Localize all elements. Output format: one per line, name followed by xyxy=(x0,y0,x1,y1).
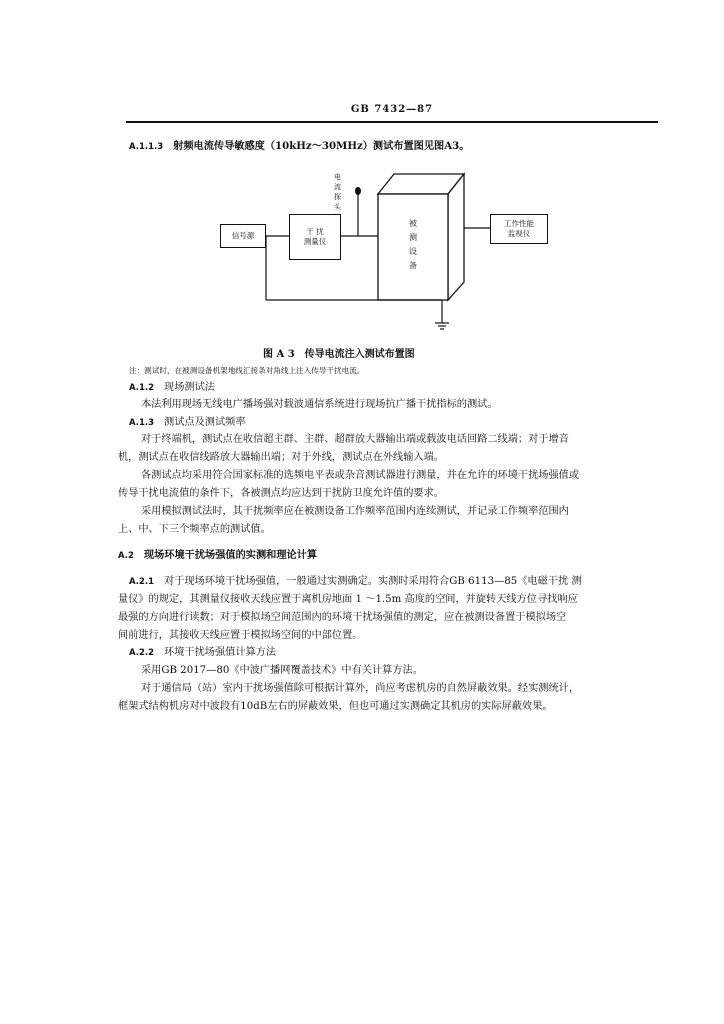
section-a2-heading xyxy=(118,549,317,563)
cabinet-side xyxy=(448,174,464,300)
paragraph-a13-1-line1: 对于终端机，测试点在收信超主群、主群、超群放大器输出端或载波电话回路二线端；对于增音 xyxy=(141,434,569,445)
header-rule xyxy=(126,121,658,123)
section-number: A.2 xyxy=(118,551,134,561)
paragraph-a21-line1 xyxy=(129,575,582,589)
section-a13-heading xyxy=(129,416,246,430)
paragraph-a21-line4: 间前进行，其接收天线应置于模拟场空间的中部位置。 xyxy=(118,630,363,641)
interference-meter-box xyxy=(289,214,341,260)
page-header: GB 7432—87 xyxy=(350,104,434,115)
section-number: A.1.2 xyxy=(129,383,155,393)
meter-label-line2: 测量仪 xyxy=(303,237,327,246)
section-title: 现场测试法 xyxy=(164,382,215,393)
section-a22-heading xyxy=(129,646,276,660)
paragraph-a13-3-line2: 上、中、下三个频率点的测试值。 xyxy=(118,524,271,535)
paragraph-a21-line2: 量仪》的规定，其测量仪接收天线应置于离机房地面 1 ～1.5m 高度的空间，并旋转天线方位寻找响应 xyxy=(118,594,578,605)
section-number: A.2.1 xyxy=(129,577,155,587)
signal-source-box xyxy=(220,224,266,248)
section-a12-heading xyxy=(129,381,215,395)
paragraph-a22-2-line1: 对于通信局（站）室内干扰场强值除可根据计算外，尚应考虑机房的自然屏蔽效果。经实测统计， xyxy=(141,683,580,694)
paragraph-a13-2-line1: 各测试点均采用符合国家标准的选频电平表或杂音测试器进行测量，并在允许的环境干扰场强值或 xyxy=(141,470,580,481)
signal-source-label: 信号源 xyxy=(231,231,255,240)
monitor-box xyxy=(490,214,548,244)
dut-label: 被测设备 xyxy=(408,219,418,275)
paragraph-a12: 本法利用现场无线电广播场强对载波通信系统进行现场抗广播干扰指标的测试。 xyxy=(141,399,498,410)
section-title: 测试点及测试频率 xyxy=(164,417,246,428)
paragraph-a13-2-line2: 传导干扰电流值的条件下，各被测点均应达到干扰防卫度允许值的要求。 xyxy=(118,488,444,499)
paragraph-a13-3-line1: 采用模拟测试法时，其干扰频率应在被测设备工作频率范围内连续测试，并记录工作频率范围内 xyxy=(141,506,569,517)
section-number: A.1.1.3 xyxy=(129,142,164,152)
section-a113 xyxy=(129,140,469,154)
paragraph-a22-2-line2: 框架式结构机房对中波段有10dB左右的屏蔽效果，但也可通过实测确定其机房的实际屏蔽效果。 xyxy=(118,701,553,712)
section-title: 环境干扰场强值计算方法 xyxy=(164,647,277,658)
section-number: A.1.3 xyxy=(129,418,155,428)
paragraph-a13-1-line2: 机，测试点在收信线路放大器输出端；对于外线，测试点在外线输入端。 xyxy=(118,452,444,463)
paragraph-a22-1: 采用GB 2017—80《中波广播网覆盖技术》中有关计算方法。 xyxy=(141,665,423,676)
meter-label-line1: 干 扰 xyxy=(306,227,324,236)
monitor-label-line2: 监视仪 xyxy=(507,229,531,238)
monitor-label-line1: 工作性能 xyxy=(504,219,534,228)
figure-note: 注：测试时，在被测设备机架地线汇接条对角线上注入传导干扰电流。 xyxy=(129,366,365,375)
section-text: 射频电流传导敏感度（10kHz～30MHz）测试布置图见图A3。 xyxy=(173,140,470,152)
section-title: 现场环境干扰场强值的实测和理论计算 xyxy=(143,549,318,561)
figure-caption: 图 A 3 传导电流注入测试布置图 xyxy=(263,349,415,360)
paragraph-a21-line3: 最强的方向进行读数；对于模拟场空间范围内的环境干扰场强值的测定，应在被测设备置于模拟场空 xyxy=(118,612,567,623)
dut-label-wrap xyxy=(378,194,448,300)
para-text: 对于现场环境干扰场强值，一般通过实测确定。实测时采用符合GB 6113—85《电磁干扰 测 xyxy=(164,576,582,587)
probe-label: 电流探头 xyxy=(334,173,341,211)
probe-icon xyxy=(355,187,361,195)
section-number: A.2.2 xyxy=(129,648,155,658)
